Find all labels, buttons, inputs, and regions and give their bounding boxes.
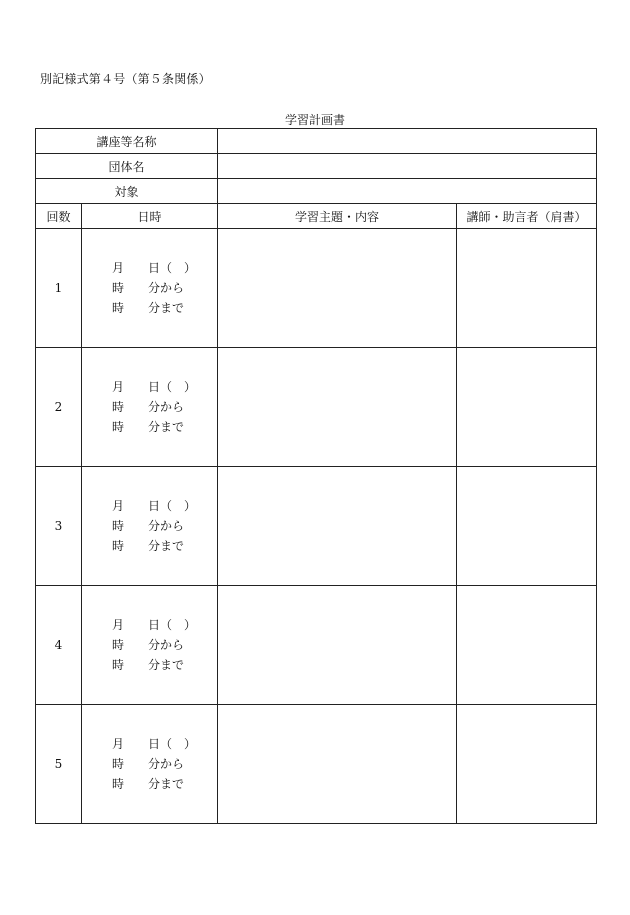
session-row [36,467,597,586]
session-number: 2 [36,348,82,467]
day-label: 日（ ） [148,618,197,632]
month-label: 月 [112,499,125,513]
session-datetime[interactable] [82,586,218,705]
month-label: 月 [112,261,125,275]
course-name-field[interactable] [218,129,597,154]
session-row [36,229,597,348]
until-label: 分まで [148,777,185,791]
hour-label: 時 [112,301,125,315]
hour-label: 時 [112,638,125,652]
from-label: 分から [148,519,185,533]
from-label: 分から [148,281,185,295]
session-datetime[interactable] [82,348,218,467]
until-label: 分まで [148,539,185,553]
session-datetime[interactable] [82,705,218,824]
group-name-field[interactable] [218,154,597,179]
hour-label: 時 [112,420,125,434]
group-name-label: 団体名 [36,154,218,179]
session-number: 3 [36,467,82,586]
day-label: 日（ ） [148,380,197,394]
column-header-row [36,204,597,229]
session-datetime[interactable] [82,467,218,586]
month-label: 月 [112,618,125,632]
day-label: 日（ ） [148,261,197,275]
target-label: 対象 [36,179,218,204]
session-lecturer-field[interactable] [457,705,597,824]
month-label: 月 [112,380,125,394]
session-lecturer-field[interactable] [457,348,597,467]
session-number: 5 [36,705,82,824]
topic-column-header: 学習主題・内容 [218,204,457,229]
lecturer-column-header: 講師・助言者（肩書） [457,204,597,229]
hour-label: 時 [112,757,125,771]
hour-label: 時 [112,519,125,533]
hour-label: 時 [112,658,125,672]
until-label: 分まで [148,658,185,672]
session-lecturer-field[interactable] [457,229,597,348]
hour-label: 時 [112,539,125,553]
session-topic-field[interactable] [218,229,457,348]
session-lecturer-field[interactable] [457,467,597,586]
day-label: 日（ ） [148,737,197,751]
target-field[interactable] [218,179,597,204]
session-number: 1 [36,229,82,348]
session-row [36,348,597,467]
form-number-note: 別記様式第４号（第５条関係） [40,72,211,86]
session-row [36,586,597,705]
session-topic-field[interactable] [218,705,457,824]
session-number: 4 [36,586,82,705]
study-plan-table [35,128,597,824]
target-row [36,179,597,204]
month-label: 月 [112,737,125,751]
group-name-row [36,154,597,179]
from-label: 分から [148,400,185,414]
day-label: 日（ ） [148,499,197,513]
course-name-label: 講座等名称 [36,129,218,154]
hour-label: 時 [112,400,125,414]
hour-label: 時 [112,281,125,295]
hour-label: 時 [112,777,125,791]
from-label: 分から [148,757,185,771]
session-lecturer-field[interactable] [457,586,597,705]
course-name-row [36,129,597,154]
number-column-header: 回数 [36,204,82,229]
until-label: 分まで [148,420,185,434]
session-topic-field[interactable] [218,586,457,705]
until-label: 分まで [148,301,185,315]
session-row [36,705,597,824]
from-label: 分から [148,638,185,652]
session-datetime[interactable] [82,229,218,348]
datetime-column-header: 日時 [82,204,218,229]
page-title: 学習計画書 [284,113,345,127]
session-topic-field[interactable] [218,467,457,586]
session-topic-field[interactable] [218,348,457,467]
